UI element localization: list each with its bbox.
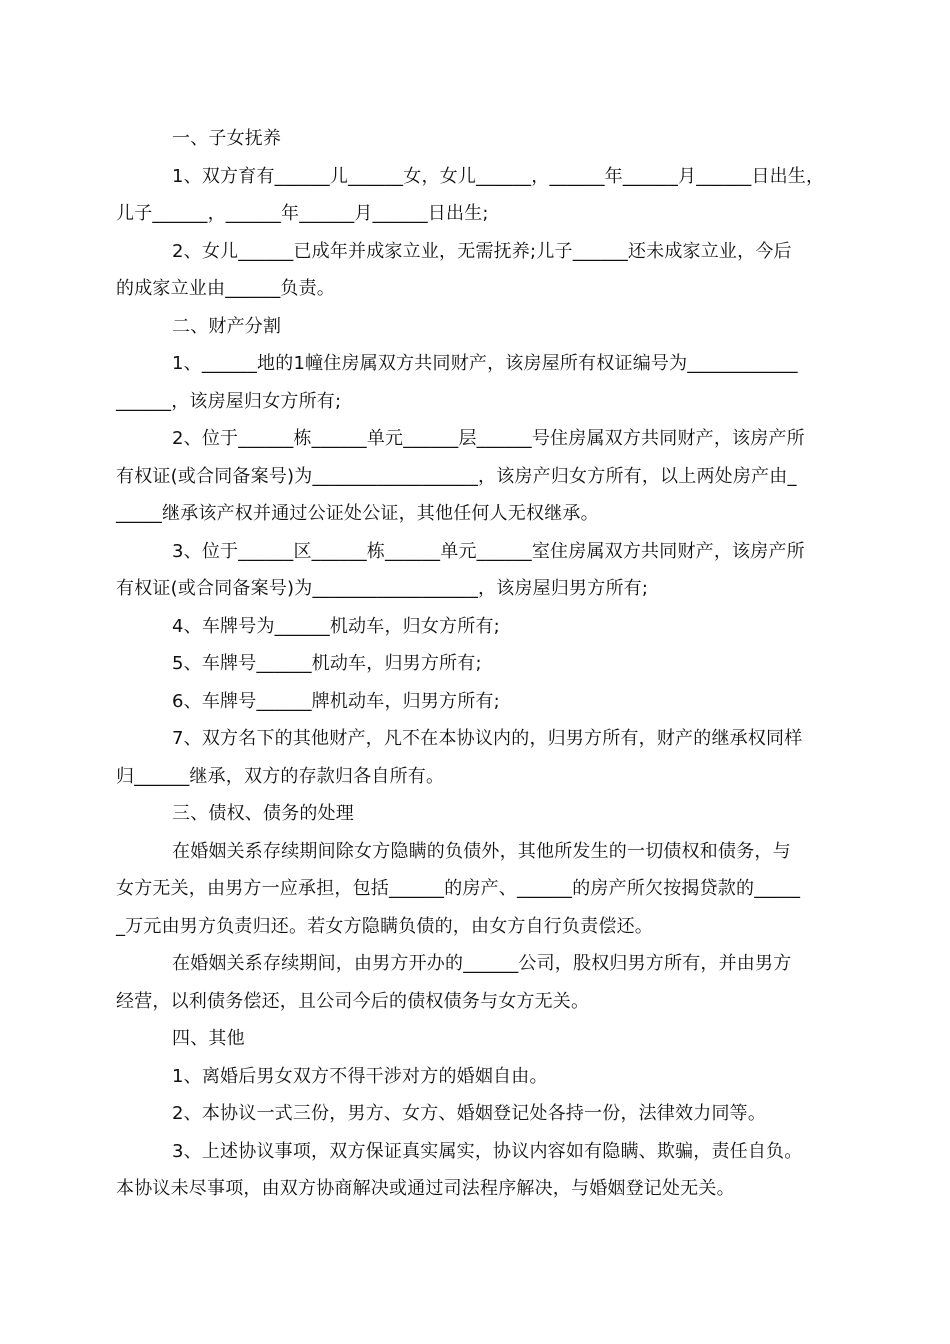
paragraph-line: 本协议未尽事项，由双方协商解决或通过司法程序解决，与婚姻登记处无关。 bbox=[116, 1178, 735, 1199]
paragraph-line: 6、车牌号______牌机动车，归男方所有; bbox=[172, 690, 500, 712]
paragraph-line: 女方无关，由男方一应承担，包括______的房产、______的房产所欠按揭贷款的_____ bbox=[116, 878, 801, 899]
section-heading-other: 四、其他 bbox=[172, 1028, 245, 1049]
section-heading-property-division: 二、财产分割 bbox=[172, 315, 282, 337]
paragraph-line: 2、本协议一式三份，男方、女方、婚姻登记处各持一份，法律效力同等。 bbox=[172, 1103, 767, 1124]
paragraph-line: 在婚姻关系存续期间，由男方开办的______公司，股权归男方所有，并由男方 bbox=[172, 953, 792, 974]
document-body bbox=[116, 120, 846, 1208]
section-heading-debts: 三、债权、债务的处理 bbox=[172, 803, 354, 824]
paragraph-line: 在婚姻关系存续期间除女方隐瞒的负债外，其他所发生的一切债权和债务，与 bbox=[172, 840, 791, 862]
paragraph-line: 3、位于______区______栋______单元______室住房属双方共同财产，该房产所 bbox=[172, 540, 805, 562]
paragraph-line: 有权证(或合同备案号)为__________________，该房产归女方所有，以上两处房产由_ bbox=[116, 465, 797, 487]
section-heading-child-custody: 一、子女抚养 bbox=[172, 128, 282, 149]
paragraph-line: _____继承该产权并通过公证处公证，其他任何人无权继承。 bbox=[116, 503, 599, 524]
paragraph-line: 4、车牌号为______机动车，归女方所有; bbox=[172, 615, 500, 637]
paragraph-line: 1、离婚后男女双方不得干涉对方的婚姻自由。 bbox=[172, 1065, 548, 1087]
paragraph-line: 2、位于______栋______单元______层______号住房属双方共同财产，该房产所 bbox=[172, 428, 805, 449]
paragraph-line: 有权证(或合同备案号)为__________________，该房屋归男方所有; bbox=[116, 578, 649, 599]
paragraph-line: 1、______地的1幢住房属双方共同财产，该房屋所有权证编号为____________ bbox=[172, 353, 798, 374]
paragraph-line: 经营，以利债务偿还，且公司今后的债权债务与女方无关。 bbox=[116, 990, 590, 1012]
paragraph-line: 2、女儿______已成年并成家立业，无需抚养;儿子______还未成家立业，今后 bbox=[172, 240, 792, 262]
paragraph-line: 1、双方育有______儿______女，女儿______，______年______月______日出生， bbox=[172, 165, 825, 187]
paragraph-line: 归______继承，双方的存款归各自所有。 bbox=[116, 765, 445, 787]
paragraph-line: ______，该房屋归女方所有; bbox=[116, 390, 342, 412]
paragraph-line: 3、上述协议事项，双方保证真实属实，协议内容如有隐瞒、欺骗，责任自负。 bbox=[172, 1140, 803, 1162]
paragraph-line: _万元由男方负责归还。若女方隐瞒负债的，由女方自行负责偿还。 bbox=[116, 915, 653, 937]
paragraph-line: 7、双方名下的其他财产，凡不在本协议内的，归男方所有，财产的继承权同样 bbox=[172, 728, 803, 749]
paragraph-line: 的成家立业由______负责。 bbox=[116, 278, 335, 299]
paragraph-line: 5、车牌号______机动车，归男方所有; bbox=[172, 653, 482, 674]
paragraph-line: 儿子______，______年______月______日出生; bbox=[116, 203, 489, 224]
